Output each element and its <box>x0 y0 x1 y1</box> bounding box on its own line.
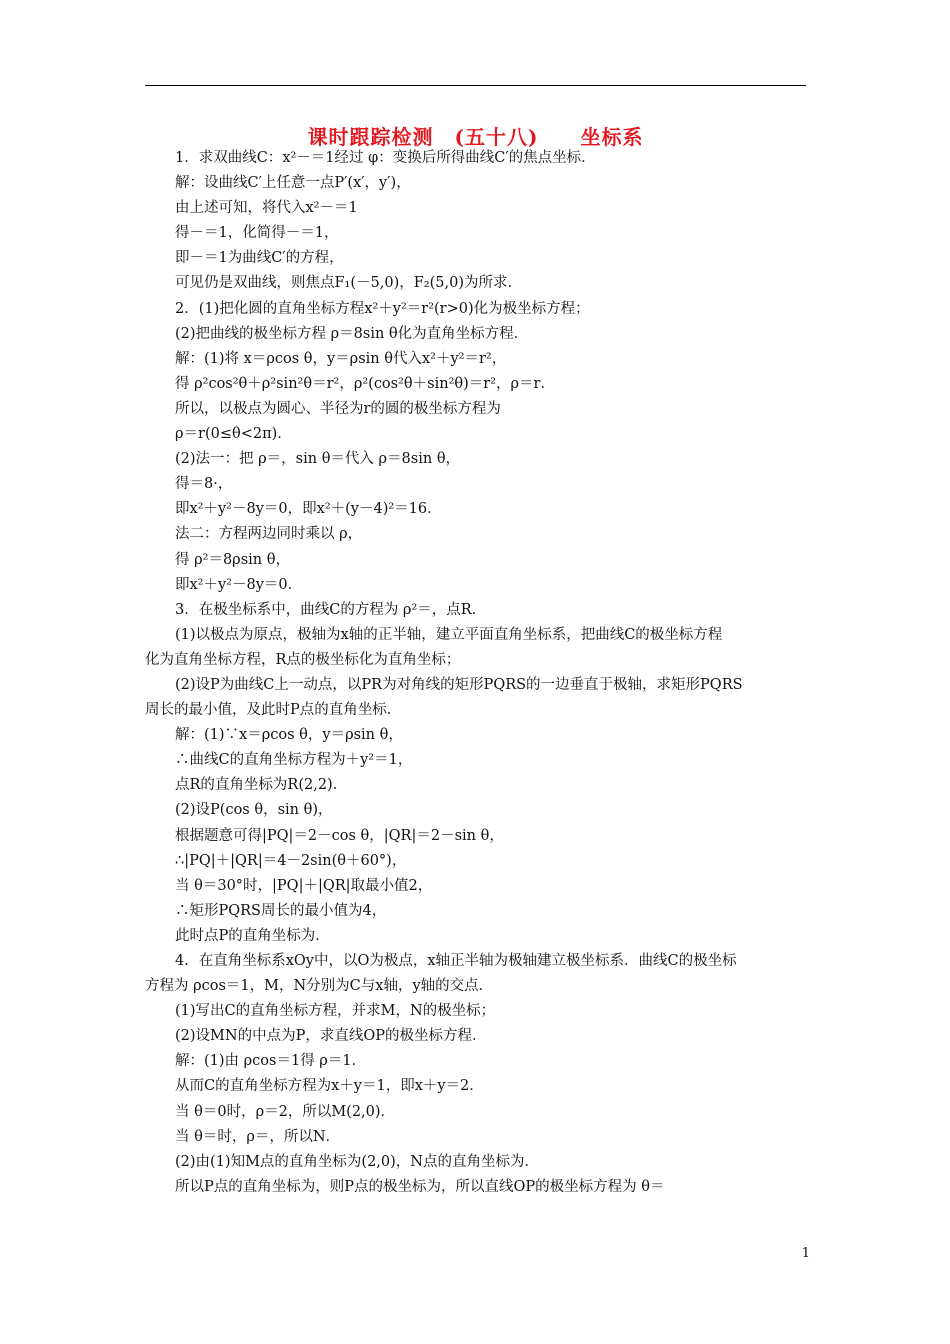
text-line: (2)法一：把 ρ＝，sin θ＝代入 ρ＝8sin θ， <box>175 451 461 468</box>
text-line: ∴曲线C的直角坐标方程为＋y²＝1， <box>175 752 413 769</box>
text-line: 根据题意可得|PQ|＝2－cos θ，|QR|＝2－sin θ， <box>175 827 504 844</box>
text-line: (2)设MN的中点为P，求直线OP的极坐标方程． <box>175 1028 487 1045</box>
text-line: 当 θ＝时，ρ＝，所以N． <box>175 1128 341 1145</box>
page-number: 1 <box>801 1246 810 1261</box>
text-line: 当 θ＝30°时，|PQ|＋|QR|取最小值2， <box>175 877 433 894</box>
text-line: 1．求双曲线C：x²－＝1经过 φ：变换后所得曲线C′的焦点坐标． <box>175 150 596 166</box>
text-line: 解：(1)∵x＝ρcos θ，y＝ρsin θ， <box>175 727 403 744</box>
text-line: 从而C的直角坐标方程为x＋y＝1，即x＋y＝2． <box>175 1078 484 1095</box>
text-line: 即x²＋y²－8y＝0． <box>175 576 303 593</box>
text-line: 解：设曲线C′上任意一点P′(x′，y′)， <box>175 175 411 192</box>
text-line: 2．(1)把化圆的直角坐标方程x²＋y²＝r²(r>0)化为极坐标方程； <box>175 300 590 317</box>
text-line: 得 ρ²cos²θ＋ρ²sin²θ＝r²，ρ²(cos²θ＋sin²θ)＝r²，ρ＝r． <box>175 375 555 392</box>
text-line: 解：(1)将 x＝ρcos θ，y＝ρsin θ代入x²＋y²＝r²， <box>175 350 507 367</box>
page-title: 课时跟踪检测 (五十八) 坐标系 <box>307 125 644 149</box>
text-line: 得－＝1，化简得－＝1， <box>175 225 339 242</box>
text-line: 周长的最小值，及此时P点的直角坐标． <box>145 702 402 719</box>
text-line: 由上述可知，将代入x²－＝1 <box>175 200 358 217</box>
text-line: 所以，以极点为圆心、半径为r的圆的极坐标方程为 <box>175 400 501 417</box>
text-line: (2)由(1)知M点的直角坐标为(2,0)，N点的直角坐标为． <box>175 1153 539 1170</box>
text-line: 4．在直角坐标系xOy中，以O为极点，x轴正半轴为极轴建立极坐标系．曲线C的极坐标 <box>175 953 737 969</box>
text-line: (1)写出C的直角坐标方程，并求M，N的极坐标； <box>175 1003 496 1020</box>
text-line: (2)设P为曲线C上一动点，以PR为对角线的矩形PQRS的一边垂直于极轴，求矩形PQRS <box>175 676 743 693</box>
text-line: (1)以极点为原点，极轴为x轴的正半轴，建立平面直角坐标系，把曲线C的极坐标方程 <box>175 626 723 643</box>
text-line: 此时点P的直角坐标为． <box>175 927 330 944</box>
text-line: ∴|PQ|＋|QR|＝4－2sin(θ＋60°)， <box>175 852 407 869</box>
text-line: 得 ρ²＝8ρsin θ， <box>175 551 290 568</box>
text-line: 即x²＋y²－8y＝0，即x²＋(y－4)²＝16． <box>175 501 442 518</box>
text-line: 解：(1)由 ρcos＝1得 ρ＝1． <box>175 1053 367 1070</box>
text-line: 得＝8·， <box>175 476 233 493</box>
text-line: 法二：方程两边同时乘以 ρ， <box>175 526 363 543</box>
text-line: ∴矩形PQRS周长的最小值为4， <box>175 902 387 919</box>
text-line: 所以P点的直角坐标为，则P点的极坐标为，所以直线OP的极坐标方程为 θ＝ <box>175 1178 665 1195</box>
text-line: 可见仍是双曲线，则焦点F₁(－5,0)，F₂(5,0)为所求． <box>175 275 522 292</box>
text-line: 3．在极坐标系中，曲线C的方程为 ρ²＝，点R． <box>175 601 487 618</box>
text-line: ρ＝r(0≤θ<2π)． <box>175 426 292 443</box>
text-line: (2)把曲线的极坐标方程 ρ＝8sin θ化为直角坐标方程． <box>175 325 529 342</box>
text-line: 即－＝1为曲线C′的方程， <box>175 250 344 267</box>
text-line: 方程为 ρcos＝1，M，N分别为C与x轴，y轴的交点． <box>145 978 494 995</box>
text-line: (2)设P(cos θ，sin θ)， <box>175 802 333 819</box>
text-line: 点R的直角坐标为R(2,2)． <box>175 777 348 794</box>
text-line: 化为直角坐标方程，R点的极坐标化为直角坐标； <box>145 651 461 668</box>
text-line: 当 θ＝0时，ρ＝2，所以M(2,0)． <box>175 1103 396 1120</box>
header-rule <box>145 85 806 86</box>
document-body <box>145 146 810 1200</box>
